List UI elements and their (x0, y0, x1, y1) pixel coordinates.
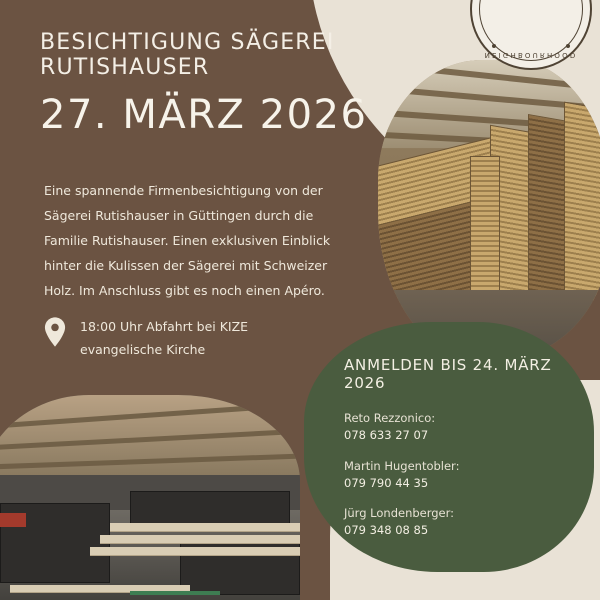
sawmill-interior-photo (0, 395, 300, 600)
contact-item (344, 410, 574, 445)
location-block (44, 315, 354, 361)
page-title: BESICHTIGUNG SÄGEREI RUTISHAUSER (40, 30, 335, 80)
signup-panel (304, 322, 594, 572)
contact-name: Martin Hugentobler: (344, 458, 460, 473)
contact-item (344, 458, 574, 493)
contact-phone[interactable]: 079 790 44 35 (344, 475, 429, 490)
contact-phone[interactable]: 079 348 08 85 (344, 523, 429, 538)
event-date: 27. MÄRZ 2026 (40, 92, 368, 138)
map-pin-icon (44, 317, 66, 347)
event-description: Eine spannende Firmenbesichtigung von der Sägerei Rutishauser in Güttingen durch die Familie Rutishauser. Einen exklusiven Einblick hinter die Kulissen der Sägerei mit Schweizer Holz. Im Anschluss gibt es noch einen Apéro. (44, 183, 331, 298)
contact-item (344, 505, 574, 540)
contact-name: Jürg Londenberger: (344, 506, 455, 520)
contact-phone[interactable]: 078 633 27 07 (344, 428, 429, 443)
lumber-warehouse-photo (378, 60, 600, 360)
location-line-1: 18:00 Uhr Abfahrt bei KIZE (80, 319, 249, 334)
contact-name: Reto Rezzonico: (344, 411, 436, 425)
signup-title: ANMELDEN BIS 24. MÄRZ 2026 (344, 356, 552, 392)
stamp-label: NEIGHBOURHOOD (484, 51, 578, 59)
location-line-2: evangelische Kirche (80, 342, 206, 358)
